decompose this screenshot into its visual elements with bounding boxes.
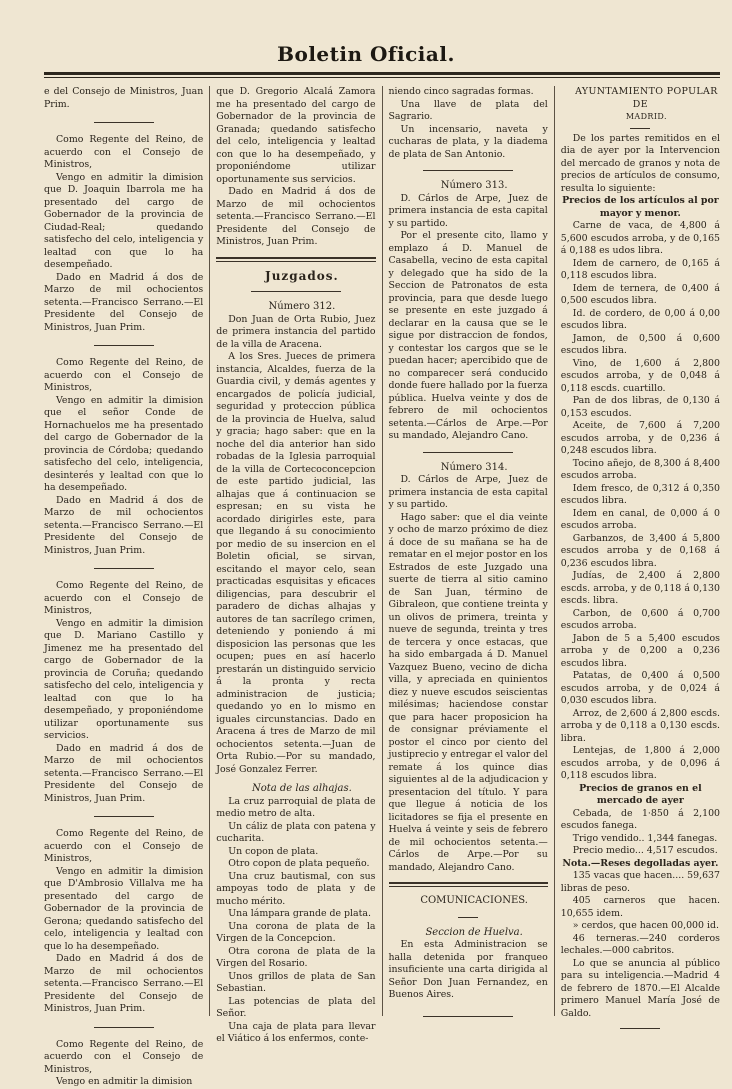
text-paragraph: Vengo en admitir la dimision que el señor Conde de Hornachuelos me ha presentado del cargo de Gobernador de la provincia de Córdoba; quedando satisfecho del celo, inteligencia, desinterés y lealtad con que lo ha desempeñado. [44,394,204,493]
subsection-heading: Precios de granos en el mercado de ayer [579,782,702,806]
text-paragraph: Por el presente cito, llamo y emplazo á D. Manuel de Casabella, vecino de esta capital y delegado que ha sido de la Seccion de Patronatos de esta provincia, para que desde luego se presente en este juzgado á declarar en la causa que se le sigue por distraccion de fondos, y contestar los cargos que se le puedan hacer; apercibido que de no comparecer será conducido donde fuere hallado por la fuerza pública. Huelva veinte y dos de febrero de mil ochocientos setenta.—Cárlos de Arpe.—Por su mandado, Alejandro Cano. [388,230,548,441]
divider [94,568,154,569]
divider [423,452,513,453]
section-rule [389,882,548,884]
notice-number: Número 313. [440,180,508,191]
price-line: Vino, de 1,600 á 2,800 escudos arroba, y de 0,048 á 0,118 escds. cuartillo. [560,357,720,394]
text-paragraph: Vengo en admitir la dimision [56,1076,193,1087]
page-title: Boletin Oficial. [277,42,455,66]
text-paragraph: Don Juan de Orta Rubio, Juez de primera instancia del partido de la villa de Aracena. [216,313,376,350]
column-3 [389,86,548,1016]
text-paragraph: Como Regente del Reino, de acuerdo con el Consejo de Ministros, [44,828,204,864]
text-paragraph: que D. Gregorio Alcalá Zamora me ha presentado del cargo de Gobernador de la provincia de Granada; quedando satisfecho del celo, inteligencia y lealtad con que lo ha desempeñado, y proponiéndome utilizar oportunamente sus servicios. [216,86,376,185]
columns [44,86,720,1087]
price-line: Lentejas, de 1,800 á 2,000 escudos arroba, y de 0,096 á 0,118 escudos libra. [560,745,720,781]
text-paragraph: Dado en Madrid á dos de Marzo de mil ochocientos setenta.—Francisco Serrano.—El Presidente del Consejo de Ministros, Juan Prim. [216,186,376,247]
text-paragraph: D. Cárlos de Arpe, Juez de primera instancia de esta capital y su partido. [388,192,548,229]
header-rule-thin [44,77,720,78]
price-line: 405 carneros que hacen. 10,655 idem. [560,895,720,919]
price-line: Judías, de 2,400 á 2,800 escds. arroba, y de 0,118 á 0,130 escds. libra. [560,570,720,606]
price-line: Carbon, de 0,600 á 0,700 escudos arroba. [560,607,720,631]
text-paragraph: Vengo en admitir la dimision que D'Ambrosio Villalva me ha presentado del cargo de Gobernador de la provincia de Gerona; quedando satisfecho del celo, inteligencia y lealtad con que lo ha desempeñado. [44,865,204,952]
text-paragraph: Vengo en admitir la dimision que D. Joaquin Ibarrola me ha presentado del cargo de Gobernador de la provincia de Ciudad-Real; quedando satisfecho del celo, inteligencia y lealtad con que lo ha desempeñado. [44,171,204,270]
list-item: Las potencias de plata del Señor. [216,995,376,1019]
price-line: » cerdos, que hacen 00,000 id. [572,920,719,931]
price-line: Aceite, de 7,600 á 7,200 escudos arroba, y de 0,236 á 0,248 escudos libra. [560,420,720,456]
list-item: Una cruz bautismal, con sus ampoyas todo de plata y de mucho mérito. [216,870,376,907]
text-paragraph: D. Cárlos de Arpe, Juez de primera instancia de esta capital y su partido. [388,474,548,510]
text-paragraph: Dado en Madrid á dos de Marzo de mil ochocientos setenta.—Francisco Serrano.—El Presidente del Consejo de Ministros, Juan Prim. [44,271,204,333]
divider [94,816,154,817]
column-divider [382,86,383,1016]
divider [94,345,154,346]
section-heading-juzgados: Juzgados. [265,268,339,283]
list-item: Un cáliz de plata con patena y cucharita. [216,820,376,844]
price-line: Tocino añejo, de 8,300 á 8,400 escudos arroba. [560,457,720,481]
subsection-heading: Precios de los artículos al por mayor y menor. [562,195,719,219]
divider [94,1027,154,1028]
text-paragraph: Como Regente del Reino, de acuerdo con el Consejo de Ministros, [44,134,204,170]
list-item: Un copon de plata. [228,845,319,857]
list-item: Unos grillos de plata de San Sebastian. [216,970,376,994]
price-line: Pan de dos libras, de 0,130 á 0,153 escudos. [560,395,720,419]
text-paragraph: Hago saber: que el dia veinte y ocho de marzo próximo de diez á doce de su mañana se ha de rematar en el mejor postor en los Estrados de este Juzgado una suerte de tierra al sitio camino de San Juan, término de Gibraleon, que contiene treinta y un olivos de primera, treinta y nueve de segunda, treinta y tres de tercera y once estacas, que ha sido embargada á D. Manuel Vazquez Bueno, vecino de dicha villa, y apreciada en quinientos diez y nueve escudos seiscientas milésimas; haciendose constar que para hacer proposicion ha de consignar préviamente el postor el cinco por ciento del justiprecio y entregar el valor del remate á los quince dias siguientes al de la adjudicacion y presentacion del título. Y para que llegue á noticia de los licitadores se fija el presente en Huelva á veinte y seis de febrero de mil ochocientos setenta.—Cárlos de Arpe.—Por su mandado, Alejandro Cano. [388,511,548,873]
section-rule-thin [216,261,375,262]
text-paragraph: Lo que se anuncia al público para su inteligencia.—Madrid 4 de febrero de 1870.—El Alcalde primero Manuel María José de Galdo. [560,957,720,1019]
list-item: Otro copon de plata pequeño. [228,858,370,869]
text-paragraph: Como Regente del Reino, de acuerdo con el Consejo de Ministros, [44,357,204,393]
list-heading: Nota de las alhajas. [251,783,352,794]
text-paragraph: En esta Administracion se halla detenida por franqueo insuficiente una carta dirigida al Señor Don Juan Fernandez, en Buenos Aires. [388,939,548,1000]
text-paragraph: e del Consejo de Ministros, Juan Prim. [44,86,204,110]
subsection-heading: Nota.—Reses degolladas ayer. [562,857,719,869]
list-item: Otra corona de plata de la Virgen del Rosario. [216,945,376,969]
price-line: Precio medio... 4,517 escudos. [572,845,718,856]
list-item: Una lámpara grande de plata. [228,908,371,919]
divider [620,1028,660,1029]
section-rule [216,257,375,259]
text-paragraph: Vengo en admitir la dimision que D. Mariano Castillo y Jimenez me ha presentado del cargo de Gobernador de la provincia de Coruña; quedando satisfecho del celo, inteligencia y lealtad con que lo ha desempeñado, y proponiéndome utilizar oportunamente sus servicios. [44,617,204,741]
price-line: Idem fresco, de 0,312 á 0,350 escudos libra. [560,482,720,506]
masthead [0,42,732,66]
column-4 [560,86,720,1019]
text-paragraph: Dado en Madrid á dos de Marzo de mil ochocientos setenta.—Francisco Serrano.—El Presidente del Consejo de Ministros, Juan Prim. [44,494,204,556]
divider [251,291,341,292]
price-line: Cebada, de 1·850 á 2,100 escudos fanega. [560,807,720,831]
price-line: Garbanzos, de 3,400 á 5,800 escudos arroba y de 0,168 á 0,236 escudos libra. [560,532,720,569]
price-line: 135 vacas que hacen.... 59,637 libras de peso. [560,870,720,894]
text-paragraph: A los Sres. Jueces de primera instancia, Alcaldes, fuerza de la Guardia civil, y demás agentes y encargados de policía judicial, seguridad y proteccion pública de la provincia de Huelva, salud y gracia; hago saber: que en la noche del dia anterior han sido robadas de la Iglesia parroquial de la villa de Cortecoconcepcion de este partido judicial, las alhajas que á continuacion se espresan; en su vista he acordado dirigirles este, para que llegando á su conocimiento por medio de su insercion en el Boletin oficial, se sirvan, escitando el mayor celo, sean practicadas esquisitas y eficaces diligencias, para descubrir el paradero de dichas alhajas y autores de tan sacrílego crimen, deteniendo y poniendo á mi disposicion las personas que les ocupen; pues en así hacerlo prestarán un distinguido servicio á la pronta y recta administracion de justicia; quedando yo en lo mismo en iguales circunstancias. Dado en Aracena á tres de Marzo de mil ochocientos setenta.—Juan de Orta Rubio.—Por su mandado, José Gonzalez Ferrer. [216,351,376,775]
price-line: Carne de vaca, de 4,800 á 5,600 escudos arroba, y de 0,165 á 0,188 es udos libra. [560,220,720,256]
section-heading-comunicaciones: COMUNICACIONES. [420,895,528,906]
text-paragraph: Dado en Madrid á dos de Marzo de mil ochocientos setenta.—Francisco Serrano.—El Presidente del Consejo de Ministros, Juan Prim. [44,953,204,1014]
list-item: Una corona de plata de la Virgen de la Concepcion. [216,920,376,944]
list-item: Una caja de plata para llevar el Viático á los enfermos, conte- [216,1020,376,1044]
price-line: Jabon de 5 a 5,400 escudos arroba y de 0,200 a 0,236 escudos libra. [560,632,720,669]
column-2 [216,86,376,1044]
section-heading-ayuntamiento: AYUNTAMIENTO POPULAR DE [575,86,718,110]
text-paragraph: Como Regente del Reino, de acuerdo con el Consejo de Ministros, [44,580,204,616]
divider [458,917,478,918]
column-1 [44,86,204,1087]
price-line: 46 terneras.—240 corderos lechales.—000 cabritos. [560,932,720,956]
column-divider [554,86,555,1016]
price-line: Idem de ternera, de 0,400 á 0,500 escudos libra. [560,282,720,306]
price-line: Id. de cordero, de 0,00 á 0,00 escudos libra. [560,307,720,331]
text-paragraph: Un incensario, naveta y cucharas de plata, y la diadema de plata de San Antonio. [388,123,548,160]
column-divider [209,86,210,1016]
price-line: Trigo vendido.. 1,344 fanegas. [572,832,718,844]
list-item: La cruz parroquial de plata de medio metro de alta. [216,795,376,819]
items-list [216,796,375,1046]
divider [423,170,513,171]
text-paragraph: niendo cinco sagradas formas. [388,86,534,97]
price-line: Patatas, de 0,400 á 0,500 escudos arroba, y de 0,024 á 0,030 escudos libra. [560,670,720,706]
text-paragraph: Dado en madrid á dos de Marzo de mil ochocientos setenta.—Francisco Serrano.—El Presidente del Consejo de Ministros, Juan Prim. [44,742,204,804]
price-line: Jamon, de 0,500 á 0,600 escudos libra. [560,332,720,356]
price-line: Idem de carnero, de 0,165 á 0,118 escudos libra. [560,257,720,281]
price-line: Arroz, de 2,600 á 2,800 escds. arroba y de 0,118 a 0,130 escds. libra. [560,707,720,744]
notice-number: Número 314. [440,461,508,473]
divider [630,128,650,129]
text-paragraph: Como Regente del Reino, de acuerdo con el Consejo de Ministros, [44,1038,204,1075]
divider [94,122,154,123]
notice-number: Número 312. [268,301,336,312]
header-rule [44,72,720,75]
subsection-heading: Seccion de Huelva. [425,926,523,938]
section-rule-thin [389,886,548,887]
text-paragraph: Una llave de plata del Sagrario. [388,98,548,122]
price-line: Idem en canal, de 0,000 á 0 escudos arroba. [560,507,720,531]
divider [423,1016,513,1017]
text-paragraph: De los partes remitidos en el dia de ayer por la Intervencion del mercado de granos y nota de precios de artículos de consumo, resulta lo siguiente: [560,132,720,194]
city-name: MADRID. [625,112,667,121]
